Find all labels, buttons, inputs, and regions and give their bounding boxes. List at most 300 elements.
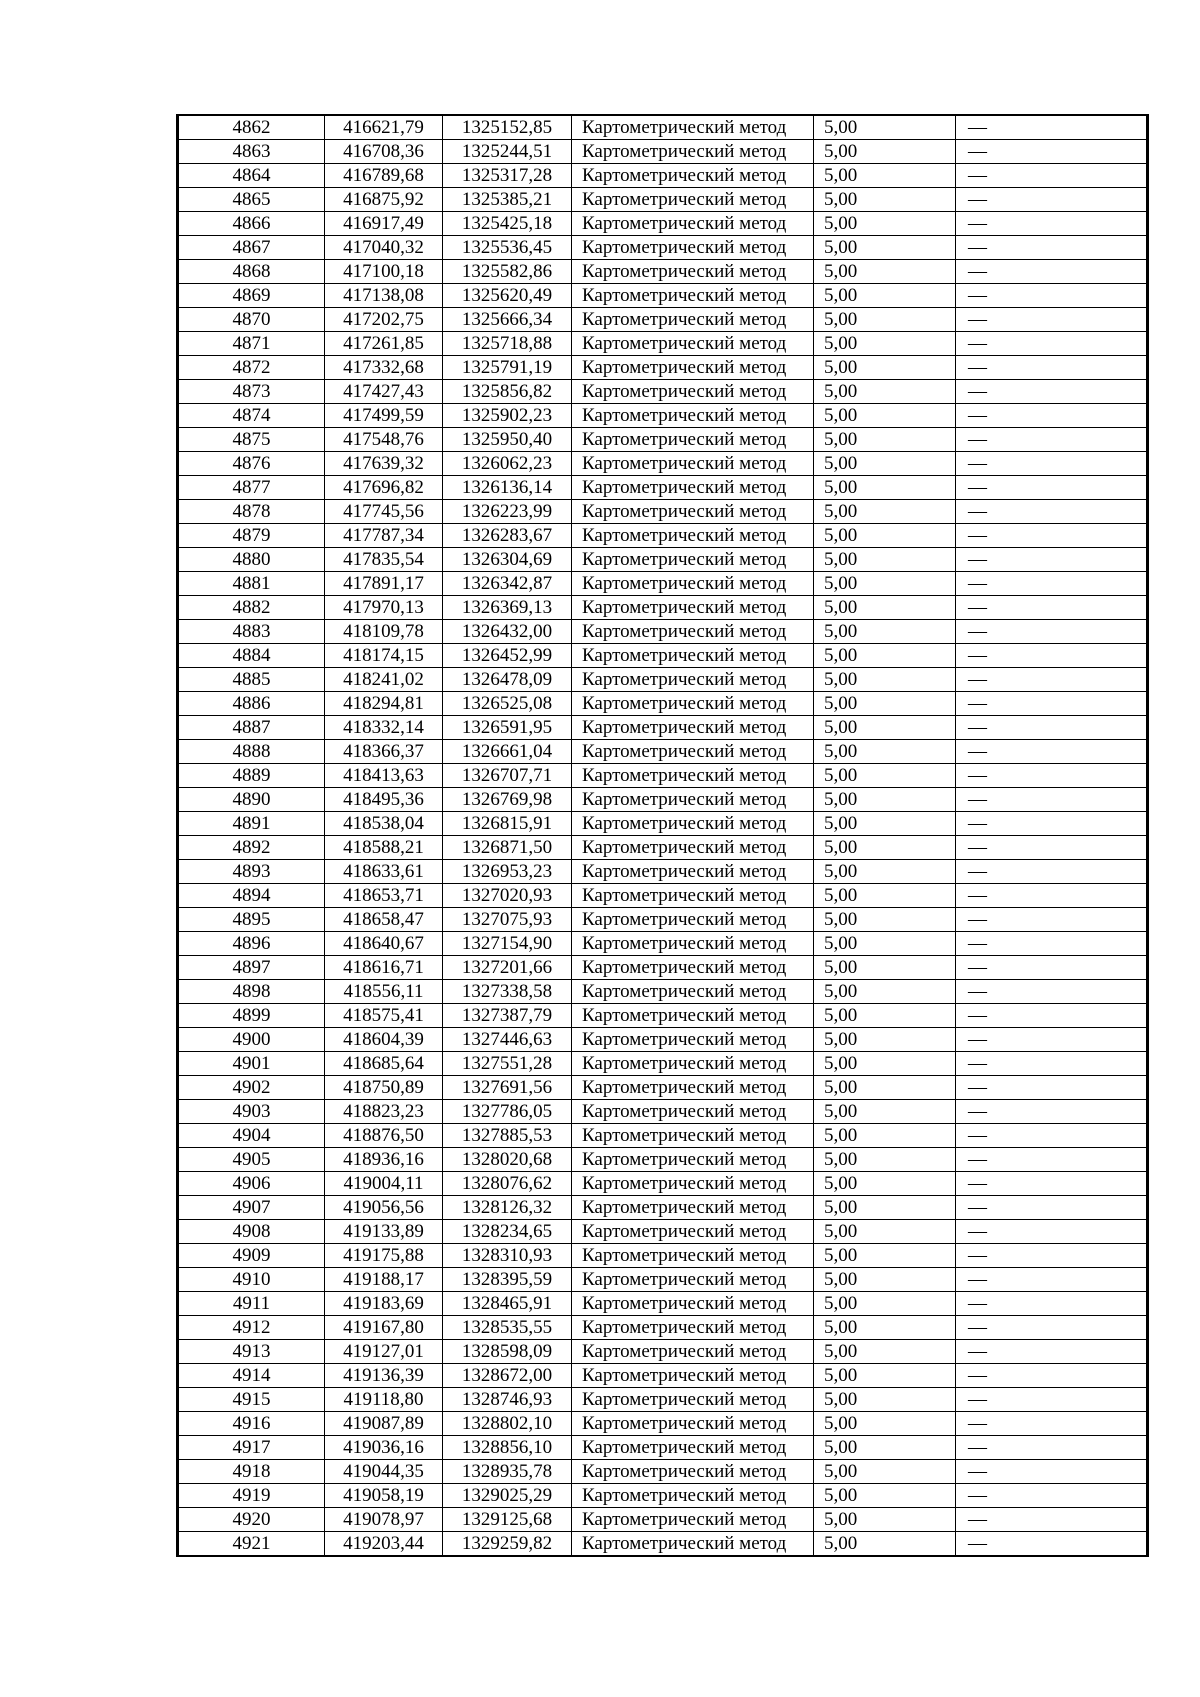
x-coordinate-cell: 419058,19 <box>325 1484 443 1508</box>
point-number-cell: 4891 <box>178 812 325 836</box>
y-coordinate-cell: 1328672,00 <box>443 1364 572 1388</box>
point-number-cell: 4866 <box>178 212 325 236</box>
point-number-cell: 4917 <box>178 1436 325 1460</box>
accuracy-cell: 5,00 <box>814 620 956 644</box>
x-coordinate-cell: 417499,59 <box>325 404 443 428</box>
table-body <box>178 115 1148 1556</box>
y-coordinate-cell: 1325582,86 <box>443 260 572 284</box>
accuracy-cell: 5,00 <box>814 860 956 884</box>
table-row <box>178 1340 1148 1364</box>
method-cell: Картометрический метод <box>572 164 814 188</box>
table-row <box>178 668 1148 692</box>
note-cell: — <box>956 668 1148 692</box>
accuracy-cell: 5,00 <box>814 524 956 548</box>
note-cell: — <box>956 1172 1148 1196</box>
point-number-cell: 4890 <box>178 788 325 812</box>
table-row <box>178 236 1148 260</box>
accuracy-cell: 5,00 <box>814 1244 956 1268</box>
accuracy-cell: 5,00 <box>814 212 956 236</box>
point-number-cell: 4921 <box>178 1532 325 1557</box>
accuracy-cell: 5,00 <box>814 1340 956 1364</box>
table-row <box>178 428 1148 452</box>
note-cell: — <box>956 308 1148 332</box>
point-number-cell: 4902 <box>178 1076 325 1100</box>
note-cell: — <box>956 1244 1148 1268</box>
accuracy-cell: 5,00 <box>814 1220 956 1244</box>
note-cell: — <box>956 884 1148 908</box>
x-coordinate-cell: 419188,17 <box>325 1268 443 1292</box>
accuracy-cell: 5,00 <box>814 356 956 380</box>
table-row <box>178 1412 1148 1436</box>
method-cell: Картометрический метод <box>572 308 814 332</box>
y-coordinate-cell: 1327154,90 <box>443 932 572 956</box>
point-number-cell: 4878 <box>178 500 325 524</box>
accuracy-cell: 5,00 <box>814 740 956 764</box>
note-cell: — <box>956 596 1148 620</box>
method-cell: Картометрический метод <box>572 788 814 812</box>
method-cell: Картометрический метод <box>572 1124 814 1148</box>
note-cell: — <box>956 332 1148 356</box>
x-coordinate-cell: 416789,68 <box>325 164 443 188</box>
table-row <box>178 908 1148 932</box>
point-number-cell: 4920 <box>178 1508 325 1532</box>
method-cell: Картометрический метод <box>572 1052 814 1076</box>
method-cell: Картометрический метод <box>572 1460 814 1484</box>
x-coordinate-cell: 417548,76 <box>325 428 443 452</box>
method-cell: Картометрический метод <box>572 115 814 140</box>
note-cell: — <box>956 1052 1148 1076</box>
method-cell: Картометрический метод <box>572 188 814 212</box>
point-number-cell: 4895 <box>178 908 325 932</box>
accuracy-cell: 5,00 <box>814 884 956 908</box>
y-coordinate-cell: 1326769,98 <box>443 788 572 812</box>
table-row <box>178 1100 1148 1124</box>
accuracy-cell: 5,00 <box>814 1004 956 1028</box>
accuracy-cell: 5,00 <box>814 1436 956 1460</box>
table-row <box>178 404 1148 428</box>
accuracy-cell: 5,00 <box>814 980 956 1004</box>
method-cell: Картометрический метод <box>572 428 814 452</box>
table-row <box>178 1052 1148 1076</box>
note-cell: — <box>956 524 1148 548</box>
x-coordinate-cell: 418294,81 <box>325 692 443 716</box>
note-cell: — <box>956 1340 1148 1364</box>
table-row <box>178 812 1148 836</box>
accuracy-cell: 5,00 <box>814 452 956 476</box>
y-coordinate-cell: 1328465,91 <box>443 1292 572 1316</box>
point-number-cell: 4887 <box>178 716 325 740</box>
point-number-cell: 4900 <box>178 1028 325 1052</box>
y-coordinate-cell: 1328076,62 <box>443 1172 572 1196</box>
note-cell: — <box>956 572 1148 596</box>
method-cell: Картометрический метод <box>572 1484 814 1508</box>
table-row <box>178 524 1148 548</box>
table-row <box>178 548 1148 572</box>
accuracy-cell: 5,00 <box>814 644 956 668</box>
point-number-cell: 4886 <box>178 692 325 716</box>
x-coordinate-cell: 417040,32 <box>325 236 443 260</box>
method-cell: Картометрический метод <box>572 1340 814 1364</box>
y-coordinate-cell: 1325950,40 <box>443 428 572 452</box>
accuracy-cell: 5,00 <box>814 764 956 788</box>
x-coordinate-cell: 419004,11 <box>325 1172 443 1196</box>
point-number-cell: 4863 <box>178 140 325 164</box>
accuracy-cell: 5,00 <box>814 788 956 812</box>
note-cell: — <box>956 236 1148 260</box>
y-coordinate-cell: 1325791,19 <box>443 356 572 380</box>
method-cell: Картометрический метод <box>572 884 814 908</box>
table-row <box>178 1172 1148 1196</box>
method-cell: Картометрический метод <box>572 716 814 740</box>
point-number-cell: 4914 <box>178 1364 325 1388</box>
point-number-cell: 4907 <box>178 1196 325 1220</box>
note-cell: — <box>956 1196 1148 1220</box>
note-cell: — <box>956 1412 1148 1436</box>
method-cell: Картометрический метод <box>572 1388 814 1412</box>
y-coordinate-cell: 1327786,05 <box>443 1100 572 1124</box>
table-row <box>178 452 1148 476</box>
x-coordinate-cell: 418750,89 <box>325 1076 443 1100</box>
y-coordinate-cell: 1325902,23 <box>443 404 572 428</box>
method-cell: Картометрический метод <box>572 740 814 764</box>
point-number-cell: 4876 <box>178 452 325 476</box>
note-cell: — <box>956 548 1148 572</box>
y-coordinate-cell: 1325666,34 <box>443 308 572 332</box>
x-coordinate-cell: 417970,13 <box>325 596 443 620</box>
table-row <box>178 1532 1148 1557</box>
table-row <box>178 188 1148 212</box>
y-coordinate-cell: 1327387,79 <box>443 1004 572 1028</box>
point-number-cell: 4897 <box>178 956 325 980</box>
accuracy-cell: 5,00 <box>814 1508 956 1532</box>
x-coordinate-cell: 417835,54 <box>325 548 443 572</box>
method-cell: Картометрический метод <box>572 1196 814 1220</box>
accuracy-cell: 5,00 <box>814 500 956 524</box>
y-coordinate-cell: 1326815,91 <box>443 812 572 836</box>
accuracy-cell: 5,00 <box>814 1412 956 1436</box>
table-row <box>178 1196 1148 1220</box>
table-row <box>178 572 1148 596</box>
point-number-cell: 4888 <box>178 740 325 764</box>
accuracy-cell: 5,00 <box>814 1460 956 1484</box>
x-coordinate-cell: 418174,15 <box>325 644 443 668</box>
x-coordinate-cell: 417427,43 <box>325 380 443 404</box>
y-coordinate-cell: 1326953,23 <box>443 860 572 884</box>
y-coordinate-cell: 1326342,87 <box>443 572 572 596</box>
y-coordinate-cell: 1328802,10 <box>443 1412 572 1436</box>
y-coordinate-cell: 1325718,88 <box>443 332 572 356</box>
table-row <box>178 476 1148 500</box>
y-coordinate-cell: 1327338,58 <box>443 980 572 1004</box>
x-coordinate-cell: 416708,36 <box>325 140 443 164</box>
method-cell: Картометрический метод <box>572 1220 814 1244</box>
x-coordinate-cell: 418109,78 <box>325 620 443 644</box>
note-cell: — <box>956 620 1148 644</box>
accuracy-cell: 5,00 <box>814 236 956 260</box>
y-coordinate-cell: 1328935,78 <box>443 1460 572 1484</box>
method-cell: Картометрический метод <box>572 260 814 284</box>
note-cell: — <box>956 476 1148 500</box>
accuracy-cell: 5,00 <box>814 1532 956 1557</box>
point-number-cell: 4862 <box>178 115 325 140</box>
method-cell: Картометрический метод <box>572 1508 814 1532</box>
x-coordinate-cell: 418633,61 <box>325 860 443 884</box>
x-coordinate-cell: 418413,63 <box>325 764 443 788</box>
note-cell: — <box>956 164 1148 188</box>
method-cell: Картометрический метод <box>572 1100 814 1124</box>
y-coordinate-cell: 1326136,14 <box>443 476 572 500</box>
x-coordinate-cell: 418876,50 <box>325 1124 443 1148</box>
method-cell: Картометрический метод <box>572 452 814 476</box>
table-row <box>178 1028 1148 1052</box>
method-cell: Картометрический метод <box>572 1028 814 1052</box>
note-cell: — <box>956 1124 1148 1148</box>
point-number-cell: 4919 <box>178 1484 325 1508</box>
accuracy-cell: 5,00 <box>814 1196 956 1220</box>
method-cell: Картометрический метод <box>572 380 814 404</box>
accuracy-cell: 5,00 <box>814 1364 956 1388</box>
x-coordinate-cell: 418588,21 <box>325 836 443 860</box>
x-coordinate-cell: 417202,75 <box>325 308 443 332</box>
x-coordinate-cell: 417745,56 <box>325 500 443 524</box>
accuracy-cell: 5,00 <box>814 1148 956 1172</box>
x-coordinate-cell: 417332,68 <box>325 356 443 380</box>
y-coordinate-cell: 1326304,69 <box>443 548 572 572</box>
accuracy-cell: 5,00 <box>814 812 956 836</box>
point-number-cell: 4871 <box>178 332 325 356</box>
accuracy-cell: 5,00 <box>814 332 956 356</box>
accuracy-cell: 5,00 <box>814 115 956 140</box>
note-cell: — <box>956 980 1148 1004</box>
table-row <box>178 1268 1148 1292</box>
y-coordinate-cell: 1327075,93 <box>443 908 572 932</box>
x-coordinate-cell: 418495,36 <box>325 788 443 812</box>
x-coordinate-cell: 416875,92 <box>325 188 443 212</box>
accuracy-cell: 5,00 <box>814 188 956 212</box>
y-coordinate-cell: 1328598,09 <box>443 1340 572 1364</box>
method-cell: Картометрический метод <box>572 524 814 548</box>
method-cell: Картометрический метод <box>572 236 814 260</box>
table-row <box>178 644 1148 668</box>
note-cell: — <box>956 716 1148 740</box>
note-cell: — <box>956 1148 1148 1172</box>
point-number-cell: 4909 <box>178 1244 325 1268</box>
note-cell: — <box>956 260 1148 284</box>
point-number-cell: 4898 <box>178 980 325 1004</box>
table-row <box>178 932 1148 956</box>
x-coordinate-cell: 419036,16 <box>325 1436 443 1460</box>
point-number-cell: 4873 <box>178 380 325 404</box>
x-coordinate-cell: 419183,69 <box>325 1292 443 1316</box>
note-cell: — <box>956 788 1148 812</box>
note-cell: — <box>956 452 1148 476</box>
x-coordinate-cell: 417891,17 <box>325 572 443 596</box>
note-cell: — <box>956 115 1148 140</box>
note-cell: — <box>956 188 1148 212</box>
note-cell: — <box>956 1028 1148 1052</box>
point-number-cell: 4912 <box>178 1316 325 1340</box>
note-cell: — <box>956 1100 1148 1124</box>
x-coordinate-cell: 419203,44 <box>325 1532 443 1557</box>
table-row <box>178 884 1148 908</box>
accuracy-cell: 5,00 <box>814 284 956 308</box>
point-number-cell: 4880 <box>178 548 325 572</box>
y-coordinate-cell: 1328126,32 <box>443 1196 572 1220</box>
x-coordinate-cell: 417138,08 <box>325 284 443 308</box>
point-number-cell: 4901 <box>178 1052 325 1076</box>
table-row <box>178 260 1148 284</box>
y-coordinate-cell: 1329259,82 <box>443 1532 572 1557</box>
x-coordinate-cell: 418685,64 <box>325 1052 443 1076</box>
note-cell: — <box>956 1292 1148 1316</box>
table-row <box>178 620 1148 644</box>
y-coordinate-cell: 1326591,95 <box>443 716 572 740</box>
point-number-cell: 4906 <box>178 1172 325 1196</box>
table-row <box>178 115 1148 140</box>
x-coordinate-cell: 417100,18 <box>325 260 443 284</box>
note-cell: — <box>956 908 1148 932</box>
accuracy-cell: 5,00 <box>814 668 956 692</box>
x-coordinate-cell: 419175,88 <box>325 1244 443 1268</box>
point-number-cell: 4874 <box>178 404 325 428</box>
method-cell: Картометрический метод <box>572 476 814 500</box>
y-coordinate-cell: 1325317,28 <box>443 164 572 188</box>
table-row <box>178 1388 1148 1412</box>
accuracy-cell: 5,00 <box>814 428 956 452</box>
accuracy-cell: 5,00 <box>814 932 956 956</box>
method-cell: Картометрический метод <box>572 596 814 620</box>
method-cell: Картометрический метод <box>572 1436 814 1460</box>
accuracy-cell: 5,00 <box>814 308 956 332</box>
note-cell: — <box>956 1004 1148 1028</box>
table-row <box>178 1244 1148 1268</box>
method-cell: Картометрический метод <box>572 404 814 428</box>
table-row <box>178 1220 1148 1244</box>
table-row <box>178 1484 1148 1508</box>
accuracy-cell: 5,00 <box>814 164 956 188</box>
x-coordinate-cell: 418604,39 <box>325 1028 443 1052</box>
method-cell: Картометрический метод <box>572 1412 814 1436</box>
y-coordinate-cell: 1328535,55 <box>443 1316 572 1340</box>
y-coordinate-cell: 1325152,85 <box>443 115 572 140</box>
note-cell: — <box>956 1364 1148 1388</box>
x-coordinate-cell: 419127,01 <box>325 1340 443 1364</box>
method-cell: Картометрический метод <box>572 140 814 164</box>
table-row <box>178 764 1148 788</box>
accuracy-cell: 5,00 <box>814 1388 956 1412</box>
method-cell: Картометрический метод <box>572 644 814 668</box>
y-coordinate-cell: 1329125,68 <box>443 1508 572 1532</box>
method-cell: Картометрический метод <box>572 332 814 356</box>
x-coordinate-cell: 416621,79 <box>325 115 443 140</box>
method-cell: Картометрический метод <box>572 212 814 236</box>
accuracy-cell: 5,00 <box>814 572 956 596</box>
point-number-cell: 4864 <box>178 164 325 188</box>
note-cell: — <box>956 1388 1148 1412</box>
method-cell: Картометрический метод <box>572 668 814 692</box>
method-cell: Картометрический метод <box>572 1532 814 1557</box>
point-number-cell: 4877 <box>178 476 325 500</box>
y-coordinate-cell: 1326432,00 <box>443 620 572 644</box>
method-cell: Картометрический метод <box>572 764 814 788</box>
note-cell: — <box>956 1508 1148 1532</box>
y-coordinate-cell: 1326707,71 <box>443 764 572 788</box>
x-coordinate-cell: 419118,80 <box>325 1388 443 1412</box>
point-number-cell: 4915 <box>178 1388 325 1412</box>
point-number-cell: 4892 <box>178 836 325 860</box>
table-row <box>178 1460 1148 1484</box>
method-cell: Картометрический метод <box>572 692 814 716</box>
method-cell: Картометрический метод <box>572 812 814 836</box>
y-coordinate-cell: 1325385,21 <box>443 188 572 212</box>
method-cell: Картометрический метод <box>572 860 814 884</box>
y-coordinate-cell: 1325425,18 <box>443 212 572 236</box>
note-cell: — <box>956 428 1148 452</box>
y-coordinate-cell: 1328234,65 <box>443 1220 572 1244</box>
note-cell: — <box>956 932 1148 956</box>
note-cell: — <box>956 644 1148 668</box>
method-cell: Картометрический метод <box>572 836 814 860</box>
table-row <box>178 1292 1148 1316</box>
table-row <box>178 332 1148 356</box>
point-number-cell: 4913 <box>178 1340 325 1364</box>
point-number-cell: 4875 <box>178 428 325 452</box>
x-coordinate-cell: 418366,37 <box>325 740 443 764</box>
method-cell: Картометрический метод <box>572 1076 814 1100</box>
table-row <box>178 788 1148 812</box>
table-row <box>178 1148 1148 1172</box>
note-cell: — <box>956 1484 1148 1508</box>
point-number-cell: 4910 <box>178 1268 325 1292</box>
table-row <box>178 1076 1148 1100</box>
method-cell: Картометрический метод <box>572 1004 814 1028</box>
y-coordinate-cell: 1327885,53 <box>443 1124 572 1148</box>
y-coordinate-cell: 1328020,68 <box>443 1148 572 1172</box>
x-coordinate-cell: 418575,41 <box>325 1004 443 1028</box>
table-row <box>178 212 1148 236</box>
accuracy-cell: 5,00 <box>814 908 956 932</box>
accuracy-cell: 5,00 <box>814 1100 956 1124</box>
method-cell: Картометрический метод <box>572 1172 814 1196</box>
x-coordinate-cell: 418556,11 <box>325 980 443 1004</box>
accuracy-cell: 5,00 <box>814 1268 956 1292</box>
accuracy-cell: 5,00 <box>814 1316 956 1340</box>
method-cell: Картометрический метод <box>572 980 814 1004</box>
table-row <box>178 140 1148 164</box>
note-cell: — <box>956 692 1148 716</box>
method-cell: Картометрический метод <box>572 932 814 956</box>
note-cell: — <box>956 1220 1148 1244</box>
table-row <box>178 1436 1148 1460</box>
x-coordinate-cell: 416917,49 <box>325 212 443 236</box>
accuracy-cell: 5,00 <box>814 1124 956 1148</box>
note-cell: — <box>956 836 1148 860</box>
method-cell: Картометрический метод <box>572 1268 814 1292</box>
table-row <box>178 860 1148 884</box>
point-number-cell: 4872 <box>178 356 325 380</box>
method-cell: Картометрический метод <box>572 956 814 980</box>
note-cell: — <box>956 1436 1148 1460</box>
method-cell: Картометрический метод <box>572 1364 814 1388</box>
x-coordinate-cell: 419136,39 <box>325 1364 443 1388</box>
note-cell: — <box>956 1076 1148 1100</box>
note-cell: — <box>956 812 1148 836</box>
x-coordinate-cell: 418616,71 <box>325 956 443 980</box>
point-number-cell: 4904 <box>178 1124 325 1148</box>
y-coordinate-cell: 1326525,08 <box>443 692 572 716</box>
accuracy-cell: 5,00 <box>814 140 956 164</box>
accuracy-cell: 5,00 <box>814 476 956 500</box>
